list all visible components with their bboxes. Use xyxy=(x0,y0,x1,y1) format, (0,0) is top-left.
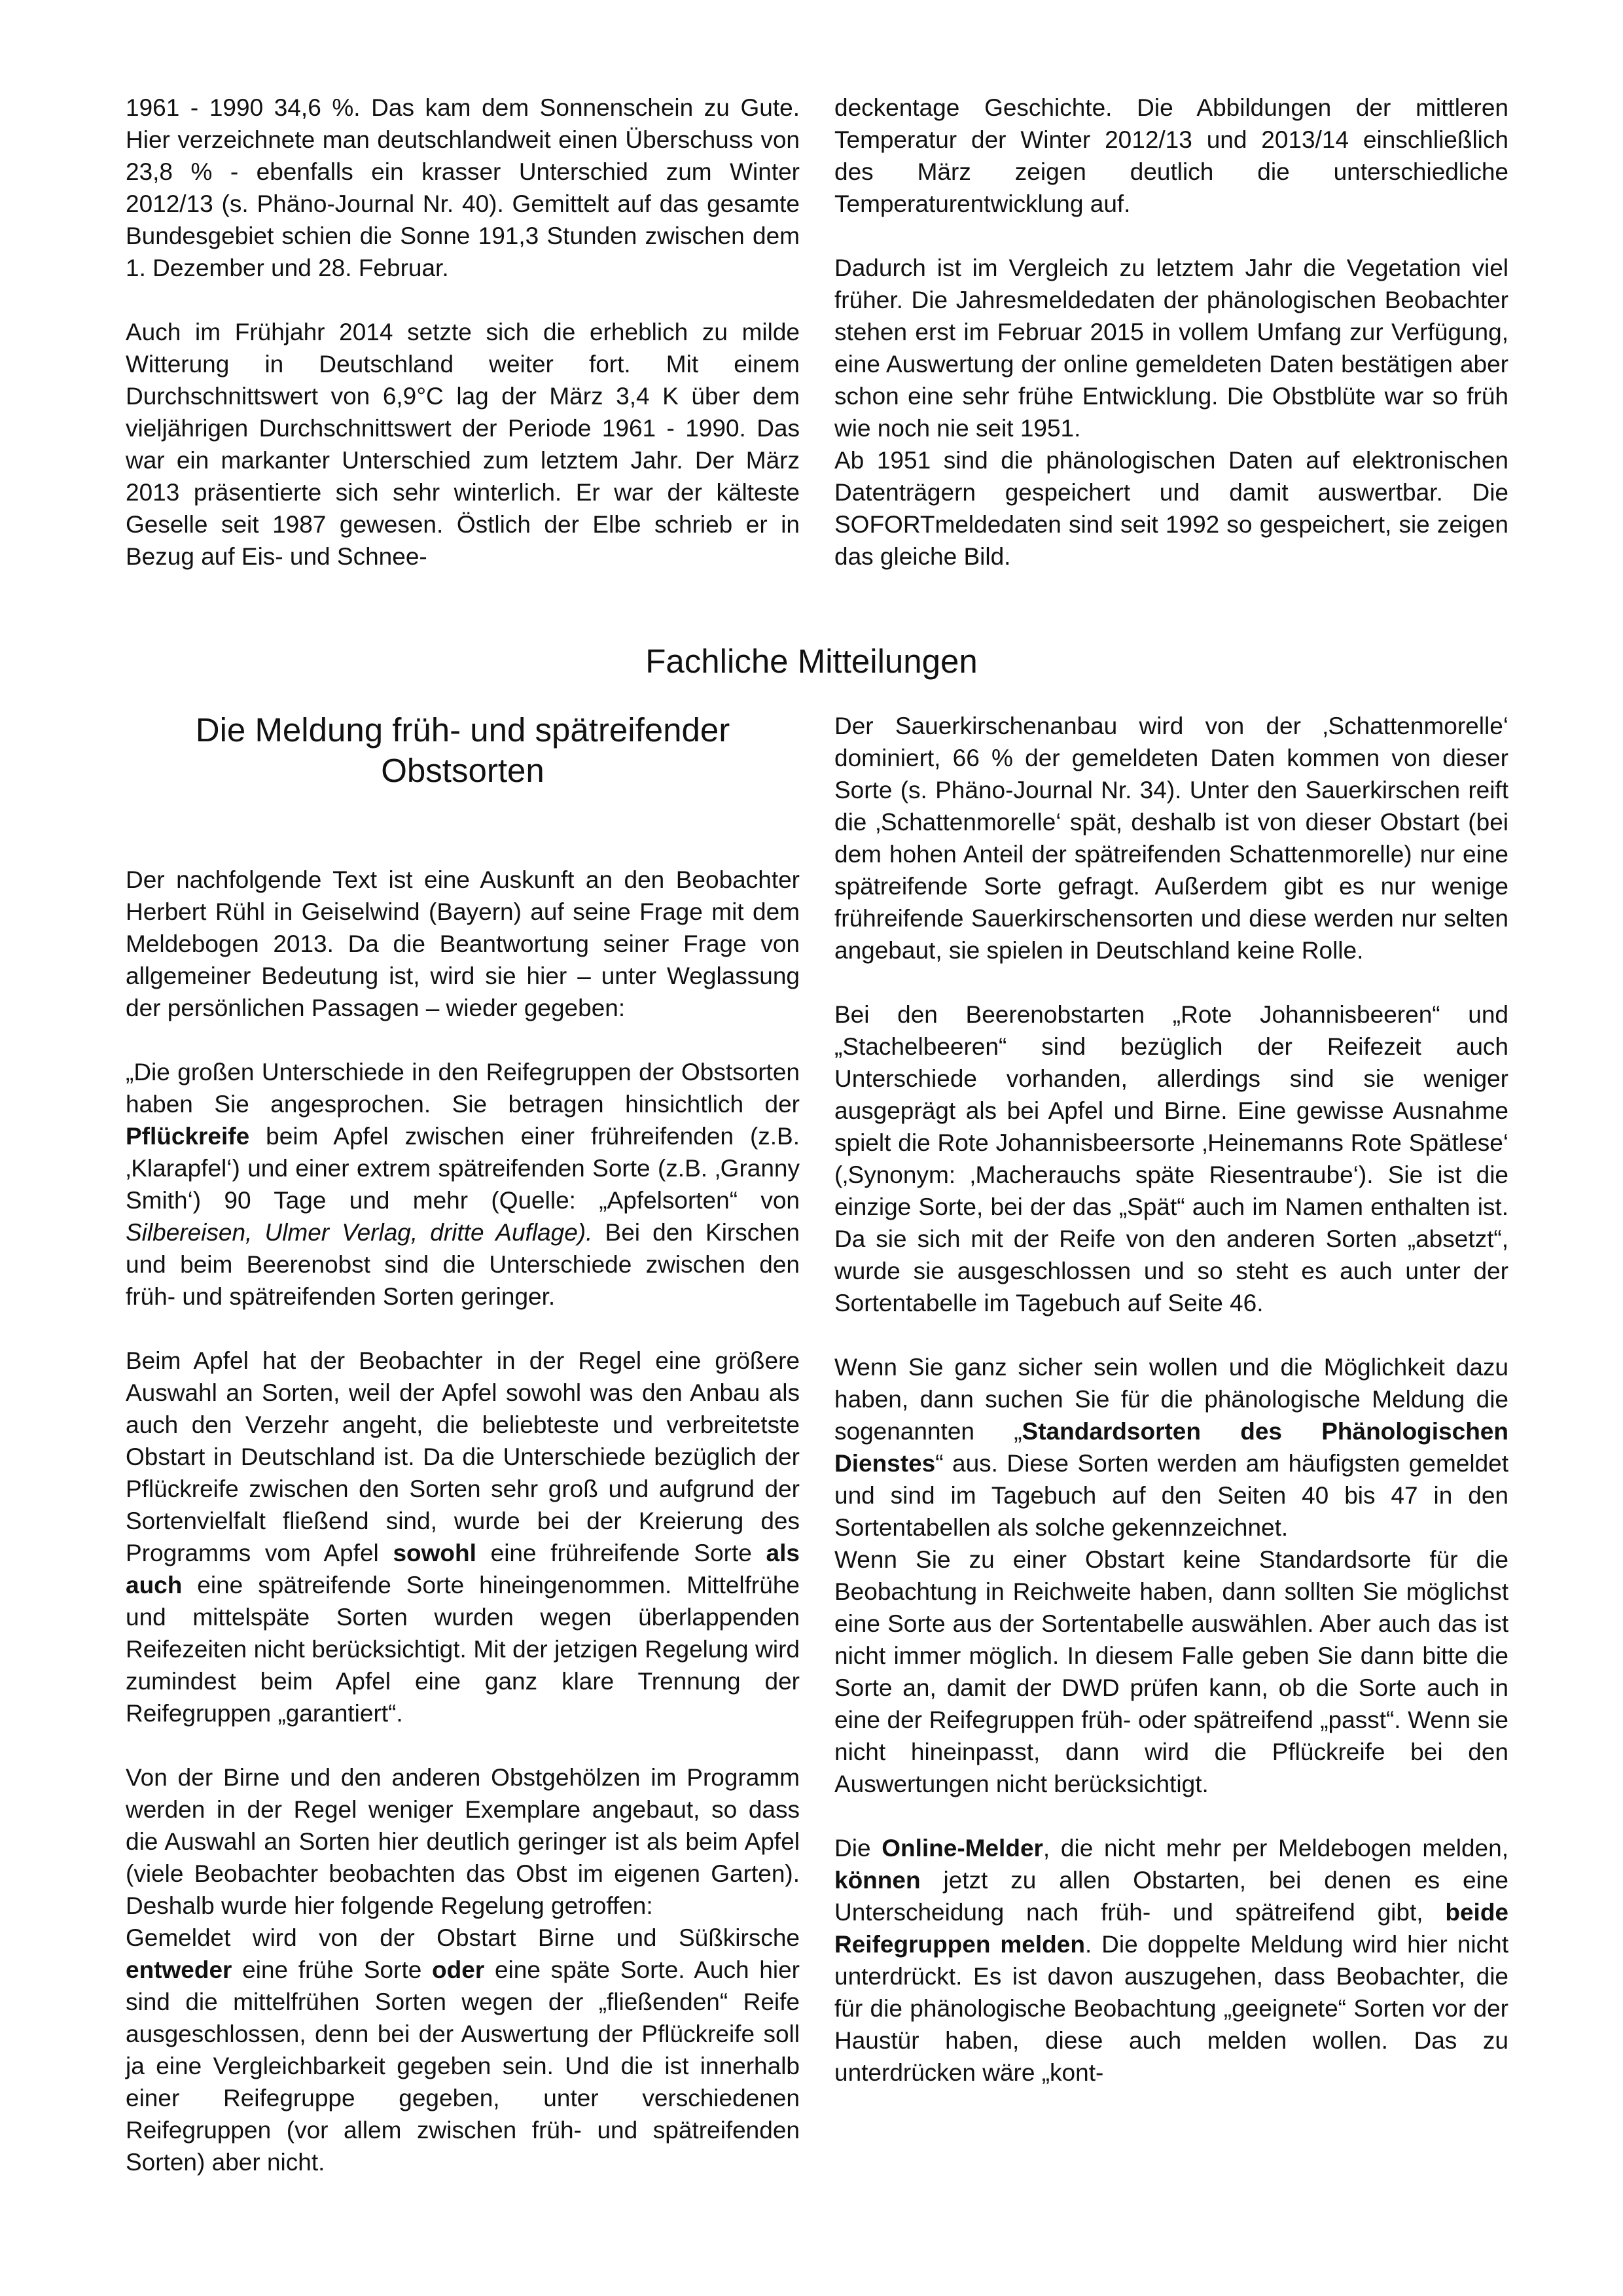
emphasis-als-auch: als auch xyxy=(126,1540,800,1598)
paragraph-spring-2014: Auch im Frühjahr 2014 setzte sich die erheblich zu milde Witterung in Deutschland weiter fort. Mit einem Durchschnittswert von 6,9°C lag der März 3,4 K über dem vieljährigen Durchschnittswert der Periode 1961 - 1990. Das war ein markanter Unterschied zum letztem Jahr. Der März 2013 präsentierte sich sehr winterlich. Er war der kälteste Geselle seit 1987 gewesen. Östlich der Elbe schrieb er in Bezug auf Eis- und Schnee- xyxy=(126,319,800,570)
paragraph-apple-varieties: Beim Apfel hat der Beobachter in der Regel eine größere Auswahl an Sorten, weil der Apfel sowohl was den Anbau als auch den Verzehr angeht, die beliebteste und verbreitetste Obstart in Deutschland ist. Da die Unterschiede bezüglich der Pflückreife zwischen den Sorten sehr groß und aufgrund der Sortenvielfalt fließend sind, wurde bei der Kreierung des Programms vom Apfel sowohl eine frühreifende Sorte als auch eine spätreifende Sorte hineingenommen. Mittelfrühe und mittelspäte Sorten wurden wegen überlappenden Reifezeiten nicht berücksichtigt. Mit der jetzigen Regelung wird zumindest beim Apfel eine ganz klare Trennung der Reifegruppen „garantiert“. xyxy=(126,1347,800,1727)
article-right-column xyxy=(834,710,1508,2089)
top-right-column xyxy=(834,92,1508,573)
paragraph-sour-cherry: Der Sauerkirschenanbau wird von der ‚Schattenmorelle‘ dominiert, 66 % der gemeldeten Daten kommen von dieser Sorte (s. Phäno-Journal Nr. 34). Unter den Sauerkirschen reift die ‚Schattenmorelle‘ spät, deshalb ist von dieser Obstart (bei dem hohen Anteil der spätreifenden Schattenmorelle) nur eine spätreifende Sorte gefragt. Außerdem gibt es nur wenige frühreifende Sauerkirschensorten und diese werden nur selten angebaut, sie spielen in Deutschland keine Rolle. xyxy=(834,713,1508,964)
article-left-column xyxy=(126,864,800,2178)
emphasis-koennen: können xyxy=(834,1867,921,1894)
article-intro: Der nachfolgende Text ist eine Auskunft an den Beobachter Herbert Rühl in Geiselwind (Bayern) auf seine Frage mit dem Meldebogen 2013. Da die Beantwortung seiner Frage von allgemeiner Bedeutung ist, wird sie hier – unter Weglassung der persönlichen Passagen – wieder gegeben: xyxy=(126,866,800,1021)
emphasis-online-melder: Online-Melder xyxy=(882,1835,1043,1862)
paragraph-standard-varieties: Wenn Sie ganz sicher sein wollen und die Möglichkeit dazu haben, dann suchen Sie für die phänologische Meldung die sogenannten „Standardsorten des Phänologischen Dienstes“ aus. Diese Sorten werden am häufigsten gemeldet und sind im Tagebuch auf den Seiten 40 bis 47 in den Sortentabellen als solche gekennzeichnet. xyxy=(834,1354,1508,1541)
paragraph-ripeness-groups: „Die großen Unterschiede in den Reifegruppen der Obstsorten haben Sie angesprochen. Sie betragen hinsichtlich der Pflückreife beim Apfel zwischen einer frühreifenden (z.B. ‚Klarapfel‘) und einer extrem spätreifenden Sorte (z.B. ‚Granny Smith‘) 90 Tage und mehr (Quelle: „Apfelsorten“ von Silbereisen, Ulmer Verlag, dritte Auflage). Bei den Kirschen und beim Beerenobst sind die Unterschiede zwischen den früh- und spätreifenden Sorten geringer. xyxy=(126,1059,800,1310)
article-title: Die Meldung früh- und spätreifender Obstsorten xyxy=(195,711,730,789)
source-citation: Silbereisen, Ulmer Verlag, dritte Auflage). xyxy=(126,1219,593,1246)
paragraph-pear-cherry: Gemeldet wird von der Obstart Birne und Süßkirsche entweder eine frühe Sorte oder eine späte Sorte. Auch hier sind die mittelfrühen Sorten wegen der „fließenden“ Reife ausgeschlossen, denn bei der Auswertung der Pflückreife soll ja eine Vergleichbarkeit gegeben sein. Und die ist innerhalb einer Reifegruppe gegeben, unter verschiedenen Reifegruppen (vor allem zwischen früh- und spätreifenden Sorten) aber nicht. xyxy=(126,1924,800,2176)
emphasis-standardsorten: Standardsorten des Phänologischen Dienstes xyxy=(834,1418,1508,1477)
paragraph-variety-table: Wenn Sie zu einer Obstart keine Standardsorte für die Beobachtung in Reichweite haben, dann sollten Sie möglichst eine Sorte aus der Sortentabelle auswählen. Aber auch das ist nicht immer möglich. In diesem Falle geben Sie dann bitte die Sorte an, damit der DWD prüfen kann, ob die Sorte auch in eine der Reifegruppen früh- oder spätreifend „passt“. Wenn sie nicht hineinpasst, dann wird die Pflückreife bei den Auswertungen nicht berücksichtigt. xyxy=(834,1546,1508,1797)
paragraph-berries: Bei den Beerenobstarten „Rote Johannisbeeren“ und „Stachelbeeren“ sind bezüglich der Reifezeit auch Unterschiede vorhanden, allerdings sind sie weniger ausgeprägt als bei Apfel und Birne. Eine gewisse Ausnahme spielt die Rote Johannisbeersorte ‚Heinemanns Rote Spätlese‘ (‚Synonym: ‚Macherauchs späte Riesentraube‘). Sie ist die einzige Sorte, bei der das „Spät“ auch im Namen enthalten ist. Da sie sich mit der Reife von den anderen Sorten „absetzt“, wurde sie ausgeschlossen und so steht es auch unter der Sortentabelle im Tagebuch auf Seite 46. xyxy=(834,1001,1508,1316)
paragraph-online-reporters: Die Online-Melder, die nicht mehr per Meldebogen melden, können jetzt zu allen Obstarten, bei denen es eine Unterscheidung nach früh- und spätreifend gibt, beide Reifegruppen melden. Die doppelte Meldung wird hier nicht unterdrückt. Es ist davon auszugehen, dass Beobachter, die für die phänologische Beobachtung „geeignete“ Sorten vor der Haustür haben, diese auch melden wollen. Das zu unterdrücken wäre „kont- xyxy=(834,1835,1508,2086)
emphasis-beide-reifegruppen: beide Reifegruppen melden xyxy=(834,1899,1508,1958)
emphasis-oder: oder xyxy=(432,1956,485,1983)
emphasis-sowohl: sowohl xyxy=(393,1540,476,1566)
paragraph-pear-rule: Von der Birne und den anderen Obstgehölzen im Programm werden in der Regel weniger Exemplare angebaut, so dass die Auswahl an Sorten hier deutlich geringer ist als beim Apfel (viele Beobachter beobachten das Obst im eigenen Garten). Deshalb wurde hier folgende Regelung getroffen: xyxy=(126,1764,800,1919)
emphasis-pflueckreife: Pflückreife xyxy=(126,1123,250,1150)
paragraph-snow-cover: deckentage Geschichte. Die Abbildungen der mittleren Temperatur der Winter 2012/13 und 2013/14 einschließlich des März zeigen deutlich die unterschiedliche Temperaturentwicklung auf. xyxy=(834,94,1508,217)
paragraph-sunshine: 1961 - 1990 34,6 %. Das kam dem Sonnenschein zu Gute. Hier verzeichnete man deutschlandweit einen Überschuss von 23,8 % - ebenfalls ein krasser Unterschied zum Winter 2012/13 (s. Phäno-Journal Nr. 40). Gemittelt auf das gesamte Bundesgebiet schien die Sonne 191,3 Stunden zwischen dem 1. Dezember und 28. Februar. xyxy=(126,94,800,281)
paragraph-vegetation: Dadurch ist im Vergleich zu letztem Jahr die Vegetation viel früher. Die Jahresmeldedaten der phänologischen Beobachter stehen erst im Februar 2015 in vollem Umfang zur Verfügung, eine Auswertung der online gemeldeten Daten bestätigen aber schon eine sehr frühe Entwicklung. Die Obstblüte war so früh wie noch nie seit 1951. xyxy=(834,255,1508,442)
emphasis-entweder: entweder xyxy=(126,1956,232,1983)
section-heading: Fachliche Mitteilungen xyxy=(645,643,978,680)
top-left-column xyxy=(126,92,800,573)
paragraph-data-storage: Ab 1951 sind die phänologischen Daten auf elektronischen Datenträgern gespeichert und damit auswertbar. Die SOFORTmeldedaten sind seit 1992 so gespeichert, sie zeigen das gleiche Bild. xyxy=(834,447,1508,570)
